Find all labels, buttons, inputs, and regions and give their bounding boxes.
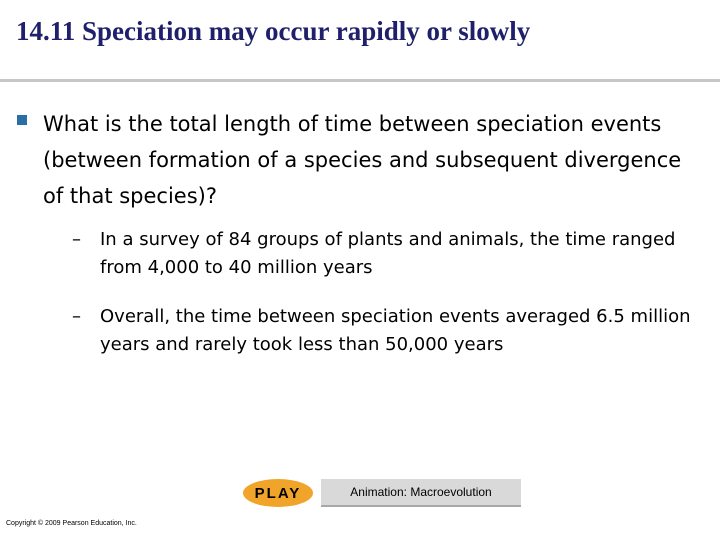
play-button-label: PLAY (254, 484, 302, 502)
play-button[interactable] (243, 479, 313, 507)
animation-link[interactable]: Animation: Macroevolution (321, 479, 521, 507)
main-bullet-text: What is the total length of time between speciation events (between formation of a species and subsequent divergence of that species)? (43, 112, 682, 208)
dash-bullet-icon: – (72, 229, 81, 250)
sub-bullet-text: Overall, the time between speciation events averaged 6.5 million years and rarely took less than 50,000 years (100, 306, 691, 355)
sub-bullet-text: In a survey of 84 groups of plants and animals, the time ranged from 4,000 to 40 million years (100, 229, 676, 278)
title-divider (0, 79, 720, 82)
square-bullet-icon (17, 115, 27, 125)
sub-bullet-survey (72, 226, 700, 282)
copyright-notice: Copyright © 2009 Pearson Education, Inc. (6, 520, 137, 527)
slide-title: 14.11 Speciation may occur rapidly or slowly (16, 16, 531, 46)
sub-bullet-average (72, 303, 700, 359)
dash-bullet-icon: – (72, 306, 81, 327)
main-bullet (17, 106, 707, 214)
